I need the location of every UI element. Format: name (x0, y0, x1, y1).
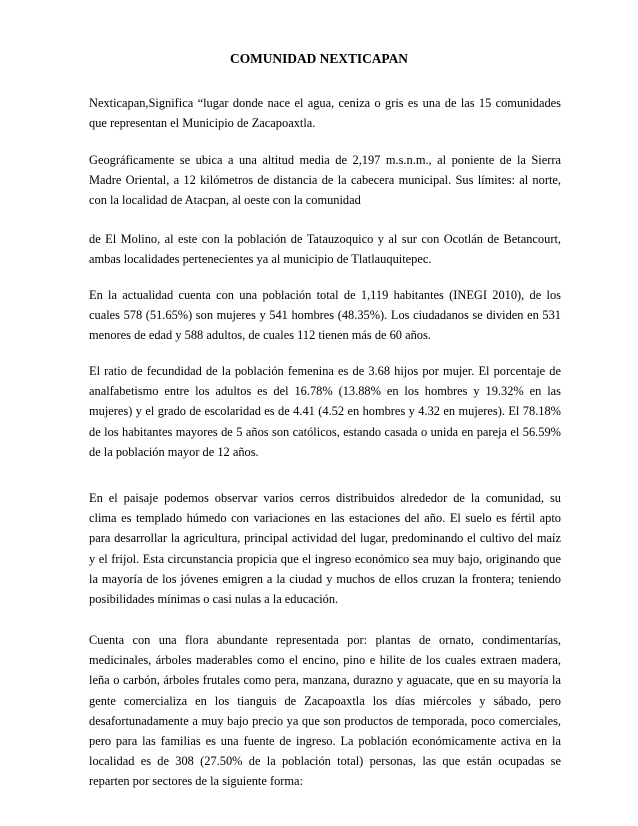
page-title: COMUNIDAD NEXTICAPAN (230, 51, 408, 66)
text-line: desafortunadamente a muy bajo precio ya que son productos de temporada, poco comerciales, (89, 713, 561, 728)
text-line: En la actualidad cuenta con una población total de 1,119 habitantes (INEGI 2010), de los (89, 288, 561, 302)
text-line: gente comercializa en los tianguis de Zacapoaxtla los días miércoles y sábado, pero (89, 693, 561, 708)
text-line: medicinales, árboles maderables como el encino, pino e hilite de los cuales extraen madera, (89, 653, 561, 668)
text-line: Geográficamente se ubica a una altitud media de 2,197 m.s.n.m., al poniente de la Sierra (89, 153, 561, 167)
text-line: El ratio de fecundidad de la población femenina es de 3.68 hijos por mujer. El porcentaje de (89, 364, 561, 378)
text-line: la mayoría de los jóvenes emigren a la ciudad y muchos de ellos cruzan la frontera; teniendo (89, 571, 561, 586)
paragraph-landscape (89, 488, 561, 609)
text-line: que representan el Municipio de Zacapoaxtla. (89, 116, 316, 131)
text-line: cuales 578 (51.65%) son mujeres y 541 hombres (48.35%). Los ciudadanos se dividen en 531 (89, 308, 561, 323)
paragraph-flora (89, 630, 561, 792)
text-line: Cuenta con una flora abundante representada por: plantas de ornato, condimentarías, (89, 633, 561, 647)
text-line: reparten por sectores de la siguiente forma: (89, 774, 303, 789)
paragraph-geography (89, 150, 561, 211)
text-line: analfabetismo entre los adultos es del 16.78% (13.88% en los hombres y 19.32% en las (89, 384, 561, 399)
text-line: de los habitantes mayores de 5 años son católicos, estando casada o unida en pareja el 56.59% (89, 424, 561, 439)
paragraph-borders (89, 229, 561, 269)
text-line: de la población mayor de 12 años. (89, 444, 259, 459)
paragraph-intro (89, 93, 561, 133)
text-line: Madre Oriental, a 12 kilómetros de distancia de la cabecera municipal. Sus límites: al norte, (89, 173, 561, 188)
text-line: y el frijol. Esta circunstancia propicia que el ingreso económico sea muy bajo, originando que (89, 551, 561, 566)
text-line: Nexticapan,Significa “lugar donde nace el agua, ceniza o gris es una de las 15 comunidades (89, 96, 561, 110)
text-line: clima es templado húmedo con variaciones en las estaciones del año. El suelo es fértil apto (89, 511, 561, 526)
text-line: posibilidades mínimas o casi nulas a la educación. (89, 592, 339, 607)
text-line: con la localidad de Atacpan, al oeste con la comunidad (89, 193, 361, 208)
text-line: ambas localidades pertenecientes ya al municipio de Tlatlauquitepec. (89, 252, 432, 267)
text-line: menores de edad y 588 adultos, de cuales 112 tienen más de 60 años. (89, 328, 431, 343)
text-line: leña o carbón, árboles frutales como pera, manzana, durazno y aguacate, que en su mayoría la (89, 673, 561, 688)
paragraph-demographics (89, 361, 561, 462)
text-line: localidad es de 308 (27.50% de la población total) personas, las que están ocupadas se (89, 754, 561, 769)
text-line: mujeres) y el grado de escolaridad es de 4.41 (4.52 en hombres y 4.32 en mujeres). El 78.18% (89, 404, 561, 419)
text-line: para desarrollar la agricultura, principal actividad del lugar, predominando el cultivo del maíz (89, 531, 561, 546)
text-line: pero para las familias es una fuente de ingreso. La población económicamente activa en la (89, 734, 561, 749)
text-line: En el paisaje podemos observar varios cerros distribuidos alrededor de la comunidad, su (89, 491, 561, 505)
text-line: de El Molino, al este con la población de Tatauzoquico y al sur con Ocotlán de Betancourt, (89, 232, 561, 246)
paragraph-population (89, 285, 561, 346)
